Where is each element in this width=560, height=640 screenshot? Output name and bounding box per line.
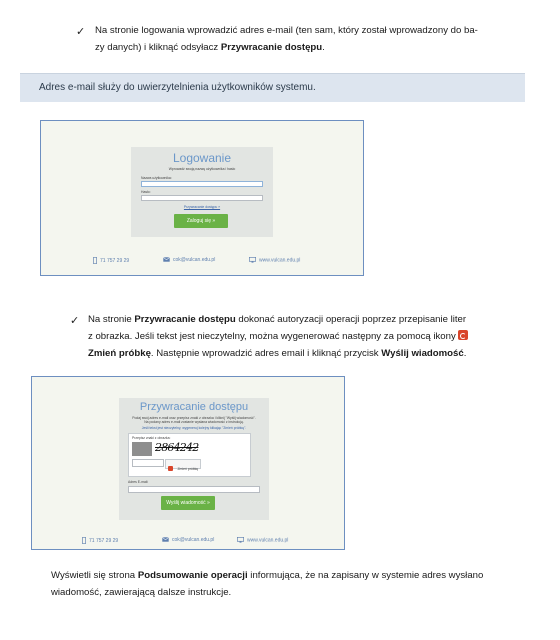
captcha-refresh-icon [168, 466, 173, 471]
footer-phone-text: 71 757 29 29 [89, 537, 119, 544]
footer-web-text[interactable]: www.vulcan.edu.pl [247, 537, 289, 544]
envelope-icon [162, 537, 169, 542]
recovery-desc1: Podaj swój adres e-mail oraz przepisz znaki z obrazka i kliknij "Wyślij wiadomość". [132, 416, 256, 420]
captcha-box [128, 433, 251, 477]
captcha-text: 2864242 [155, 441, 199, 454]
step2-line3 [88, 345, 528, 362]
footer-web-text[interactable]: www.vulcan.edu.pl [259, 257, 301, 264]
captcha-image [132, 442, 152, 456]
captcha-input[interactable] [132, 459, 164, 467]
checkmark-icon: ✓ [70, 315, 80, 327]
monitor-icon [249, 257, 256, 263]
step2-line2 [88, 328, 528, 345]
login-subtitle: Wprowadź swoją nazwę użytkownika i hasło [168, 167, 236, 171]
phone-icon [82, 537, 86, 544]
recovery-hint: Jeśli tekst jest nieczytelny, wygeneruj kolejny klikając "Zmień próbkę". [141, 426, 247, 430]
summary-a: Wyświetli się strona [51, 570, 138, 581]
login-panel [131, 147, 273, 237]
captcha-label: Przepisz znaki z obrazka: [132, 436, 171, 440]
login-screenshot [40, 120, 364, 276]
step2-bold-restore: Przywracanie dostępu [134, 314, 236, 325]
checkmark-icon: ✓ [76, 26, 86, 38]
password-label: Hasło: [141, 190, 151, 194]
footer-email-text[interactable]: cok@vulcan.edu.pl [173, 257, 216, 263]
captcha-refresh-control[interactable] [165, 459, 201, 469]
footer-web [249, 257, 300, 263]
step2-bold-send: Wyślij wiadomość [381, 348, 464, 359]
summary-line2: wiadomość, zawierającą dalsze instrukcje. [51, 587, 232, 598]
step1-line2-suffix: . [322, 42, 325, 53]
step1-line2 [95, 39, 525, 56]
email-label: Adres E-mail: [128, 480, 149, 484]
refresh-icon [458, 330, 468, 340]
footer-email [163, 257, 215, 263]
footer-email [162, 537, 214, 543]
footer-web [237, 537, 288, 543]
summary-bold: Podsumowanie operacji [137, 570, 248, 581]
recovery-desc2: Na podany adres e-mail zostanie wysłana wiadomość z instrukcją. [144, 420, 244, 424]
summary-c: informująca, że na zapisany w systemie adres wysłano [247, 570, 484, 581]
phone-icon [93, 257, 97, 264]
recovery-screenshot [31, 376, 345, 550]
step2-l1c: dokonać autoryzacji operacji poprzez przepisanie liter [235, 314, 467, 325]
recovery-panel [119, 398, 269, 520]
envelope-icon [163, 257, 170, 262]
step2-l3c: . Następnie wprowadzić adres email i kliknąć przycisk [150, 348, 382, 359]
send-message-button[interactable]: Wyślij wiadomość » [161, 496, 215, 510]
step1-bold-restore: Przywracanie dostępu [220, 42, 323, 53]
recovery-title: Przywracanie dostępu [139, 401, 249, 413]
monitor-icon [237, 537, 244, 543]
step2-l1a: Na stronie [88, 314, 135, 325]
restore-access-link[interactable]: Przywracanie dostępu » [183, 205, 221, 209]
captcha-change-label: Zmień próbkę [177, 466, 199, 471]
footer-phone-text: 71 757 29 29 [100, 257, 130, 264]
username-input[interactable] [141, 181, 263, 187]
step1-line1: Na stronie logowania wprowadzić adres e-mail (ten sam, który został wprowadzony do ba- [95, 25, 478, 36]
username-label: Nazwa użytkownika: [141, 176, 172, 180]
step2-bold-change-sample: Zmień próbkę [88, 348, 151, 359]
step1-paragraph [95, 22, 525, 56]
note-text: Adres e-mail służy do uwierzytelnienia użytkowników systemu. [39, 82, 316, 93]
footer-phone [82, 537, 118, 544]
step2-l3d: . [463, 348, 467, 359]
login-title: Logowanie [172, 151, 232, 165]
footer-phone [93, 257, 129, 264]
footer-email-text[interactable]: cok@vulcan.edu.pl [172, 537, 215, 543]
summary-line1 [51, 567, 521, 584]
summary-paragraph [51, 567, 521, 601]
password-input[interactable] [141, 195, 263, 201]
note-bar [20, 73, 525, 102]
step2-line1 [88, 311, 528, 328]
email-input[interactable] [128, 486, 260, 493]
login-button[interactable]: Zaloguj się » [174, 214, 228, 228]
step1-line2-prefix: zy danych) i kliknąć odsyłacz [95, 42, 221, 53]
step2-paragraph [88, 311, 528, 362]
step2-l2: z obrazka. Jeśli tekst jest nieczytelny, można wygenerować następny za pomocą ikony [88, 331, 456, 342]
